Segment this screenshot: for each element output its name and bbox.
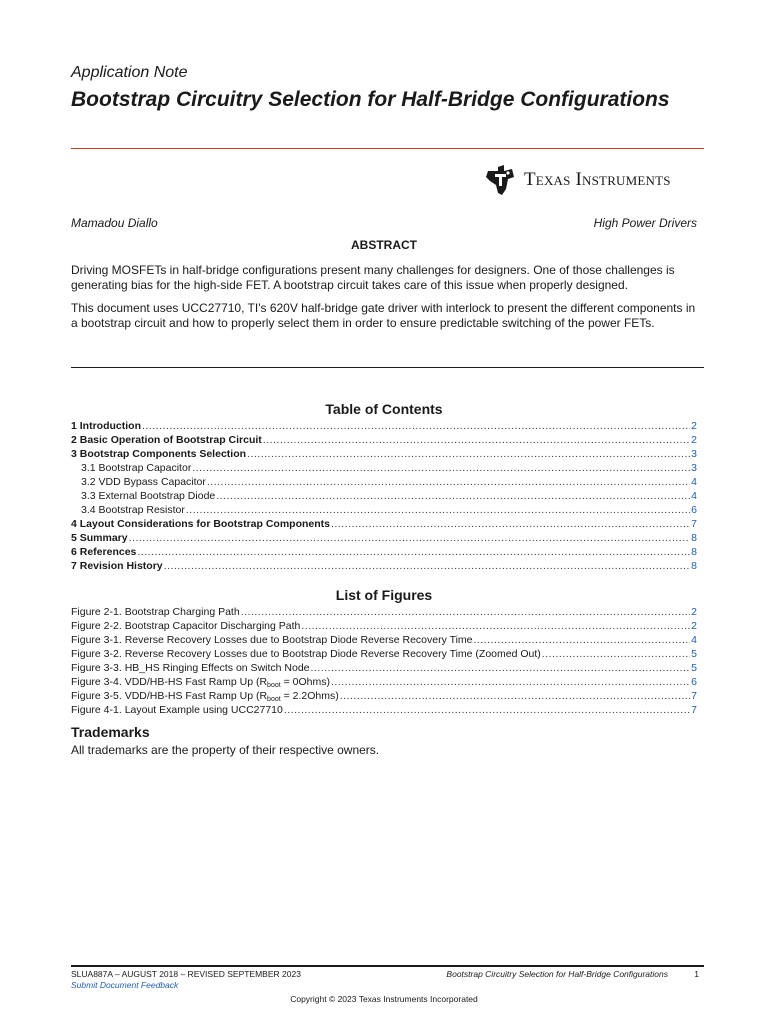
figure-item[interactable]: Figure 3-3. HB_HS Ringing Effects on Switch Node ..... 5: [71, 661, 697, 675]
figure-list: [71, 605, 697, 717]
ti-logo-wordmark: Texas Instruments: [524, 169, 671, 190]
ti-logo-icon: [484, 163, 518, 197]
toc-item[interactable]: 4 Layout Considerations for Bootstrap Components ..... 7: [71, 517, 697, 531]
figure-item[interactable]: Figure 2-2. Bootstrap Capacitor Discharging Path ..... 2: [71, 619, 697, 633]
page-title: Bootstrap Circuitry Selection for Half-Bridge Configurations: [71, 88, 670, 111]
toc-item[interactable]: 2 Basic Operation of Bootstrap Circuit ..... 2: [71, 433, 697, 447]
toc-item[interactable]: 5 Summary ..... 8: [71, 531, 697, 545]
document-type: Application Note: [71, 64, 188, 81]
toc-subitem[interactable]: 3.4 Bootstrap Resistor ..... 6: [71, 503, 697, 517]
division: High Power Drivers: [593, 216, 697, 230]
toc-subitem[interactable]: 3.2 VDD Bypass Capacitor ..... 4: [71, 475, 697, 489]
footer-doc-id: SLUA887A – AUGUST 2018 – REVISED SEPTEMBER 2023: [71, 969, 301, 979]
figure-item[interactable]: Figure 2-1. Bootstrap Charging Path ..... 2: [71, 605, 697, 619]
trademarks-text: All trademarks are the property of their respective owners.: [71, 743, 380, 757]
toc-item[interactable]: 6 References ..... 8: [71, 545, 697, 559]
abstract-heading: ABSTRACT: [351, 238, 417, 252]
trademarks-heading: Trademarks: [71, 724, 150, 740]
figure-item[interactable]: Figure 3-5. VDD/HB-HS Fast Ramp Up ($R_{boot}$ = 2.2Ohms) ..... 7: [71, 689, 697, 703]
title-divider: [71, 148, 704, 149]
footer-divider: [71, 965, 704, 967]
author: Mamadou Diallo: [71, 216, 158, 230]
copyright: Copyright © 2023 Texas Instruments Incorporated: [290, 994, 478, 1004]
submit-feedback-link[interactable]: Submit Document Feedback: [71, 980, 179, 990]
figure-item[interactable]: Figure 3-2. Reverse Recovery Losses due to Bootstrap Diode Reverse Recovery Time (Zoomed Out) ..... 5: [71, 647, 697, 661]
abstract-paragraph-1: Driving MOSFETs in half-bridge configurations present many challenges for designers. One of those challenges is generating bias for the high-side FET. A bootstrap circuit takes care of this issue when properly designed.: [71, 263, 675, 292]
ti-logo: [484, 163, 704, 197]
toc-item[interactable]: 7 Revision History ..... 8: [71, 559, 697, 573]
abstract-paragraph-2: This document uses UCC27710, TI's 620V half-bridge gate driver with interlock to present the different components in a bootstrap circuit and how to properly select them in order to ensure predictable switching of the power FETs.: [71, 301, 696, 330]
toc-item[interactable]: 3 Bootstrap Components Selection ..... 3: [71, 447, 697, 461]
toc-heading: Table of Contents: [325, 401, 443, 417]
toc-subitem[interactable]: 3.3 External Bootstrap Diode ..... 4: [71, 489, 697, 503]
toc-list: [71, 419, 697, 573]
abstract-divider: [71, 367, 704, 368]
toc-item[interactable]: 1 Introduction ..... 2: [71, 419, 697, 433]
toc-subitem[interactable]: 3.1 Bootstrap Capacitor ..... 3: [71, 461, 697, 475]
footer-doc-title: Bootstrap Circuitry Selection for Half-Bridge Configurations: [446, 969, 668, 979]
lof-heading: List of Figures: [335, 587, 433, 603]
page-number: 1: [694, 969, 699, 979]
figure-item[interactable]: Figure 3-1. Reverse Recovery Losses due to Bootstrap Diode Reverse Recovery Time ..... 4: [71, 633, 697, 647]
figure-item[interactable]: Figure 3-4. VDD/HB-HS Fast Ramp Up ($R_{boot}$ = 0Ohms) ..... 6: [71, 675, 697, 689]
figure-item[interactable]: Figure 4-1. Layout Example using UCC27710 ..... 7: [71, 703, 697, 717]
